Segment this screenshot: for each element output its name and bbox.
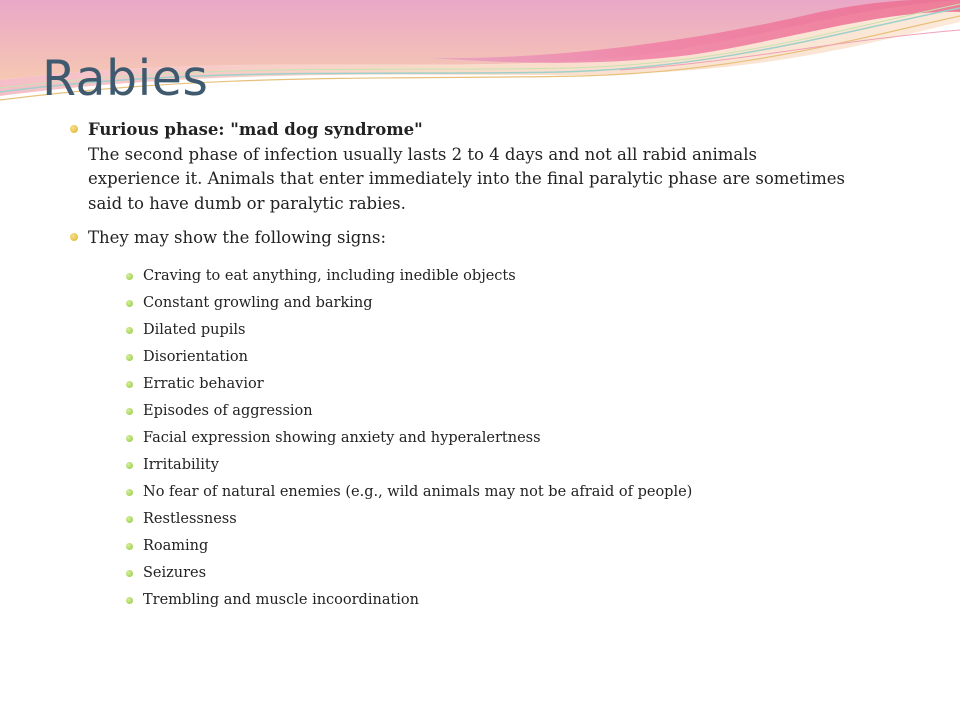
list-item: Trembling and muscle incoordination: [126, 587, 850, 614]
slide-content: [70, 118, 850, 614]
sub-bullet-dot-icon: [126, 327, 133, 334]
bullet-dot-icon: [70, 125, 78, 133]
slide-title: Rabies: [42, 50, 209, 107]
sub-bullet-dot-icon: [126, 354, 133, 361]
bullet-heading: Furious phase: "mad dog syndrome": [88, 120, 423, 139]
list-item: Dilated pupils: [126, 317, 850, 344]
sub-bullet-dot-icon: [126, 435, 133, 442]
list-item: Irritability: [126, 452, 850, 479]
list-item: Episodes of aggression: [126, 398, 850, 425]
list-item: Disorientation: [126, 344, 850, 371]
bullet-text: The second phase of infection usually lasts 2 to 4 days and not all rabid animals experience it. Animals that enter immediately into the final paralytic phase are sometimes said to have dumb or paralytic rabies.: [88, 144, 845, 213]
sub-bullet-dot-icon: [126, 489, 133, 496]
list-item: Restlessness: [126, 506, 850, 533]
bullet-signs-intro: [70, 226, 850, 614]
bullet-text: They may show the following signs:: [88, 228, 386, 247]
list-item: Roaming: [126, 533, 850, 560]
list-item: Constant growling and barking: [126, 290, 850, 317]
list-item: No fear of natural enemies (e.g., wild animals may not be afraid of people): [126, 479, 850, 506]
list-item: Facial expression showing anxiety and hyperalertness: [126, 425, 850, 452]
sub-bullet-dot-icon: [126, 462, 133, 469]
sub-bullet-dot-icon: [126, 597, 133, 604]
sub-bullet-dot-icon: [126, 543, 133, 550]
sub-bullet-dot-icon: [126, 408, 133, 415]
bullet-dot-icon: [70, 233, 78, 241]
bullet-furious-phase: [70, 118, 850, 216]
sub-bullet-dot-icon: [126, 516, 133, 523]
sub-bullet-dot-icon: [126, 570, 133, 577]
sub-bullet-dot-icon: [126, 273, 133, 280]
list-item: Erratic behavior: [126, 371, 850, 398]
list-item: Seizures: [126, 560, 850, 587]
list-item: Craving to eat anything, including inedible objects: [126, 263, 850, 290]
signs-list: [88, 263, 850, 614]
sub-bullet-dot-icon: [126, 381, 133, 388]
sub-bullet-dot-icon: [126, 300, 133, 307]
